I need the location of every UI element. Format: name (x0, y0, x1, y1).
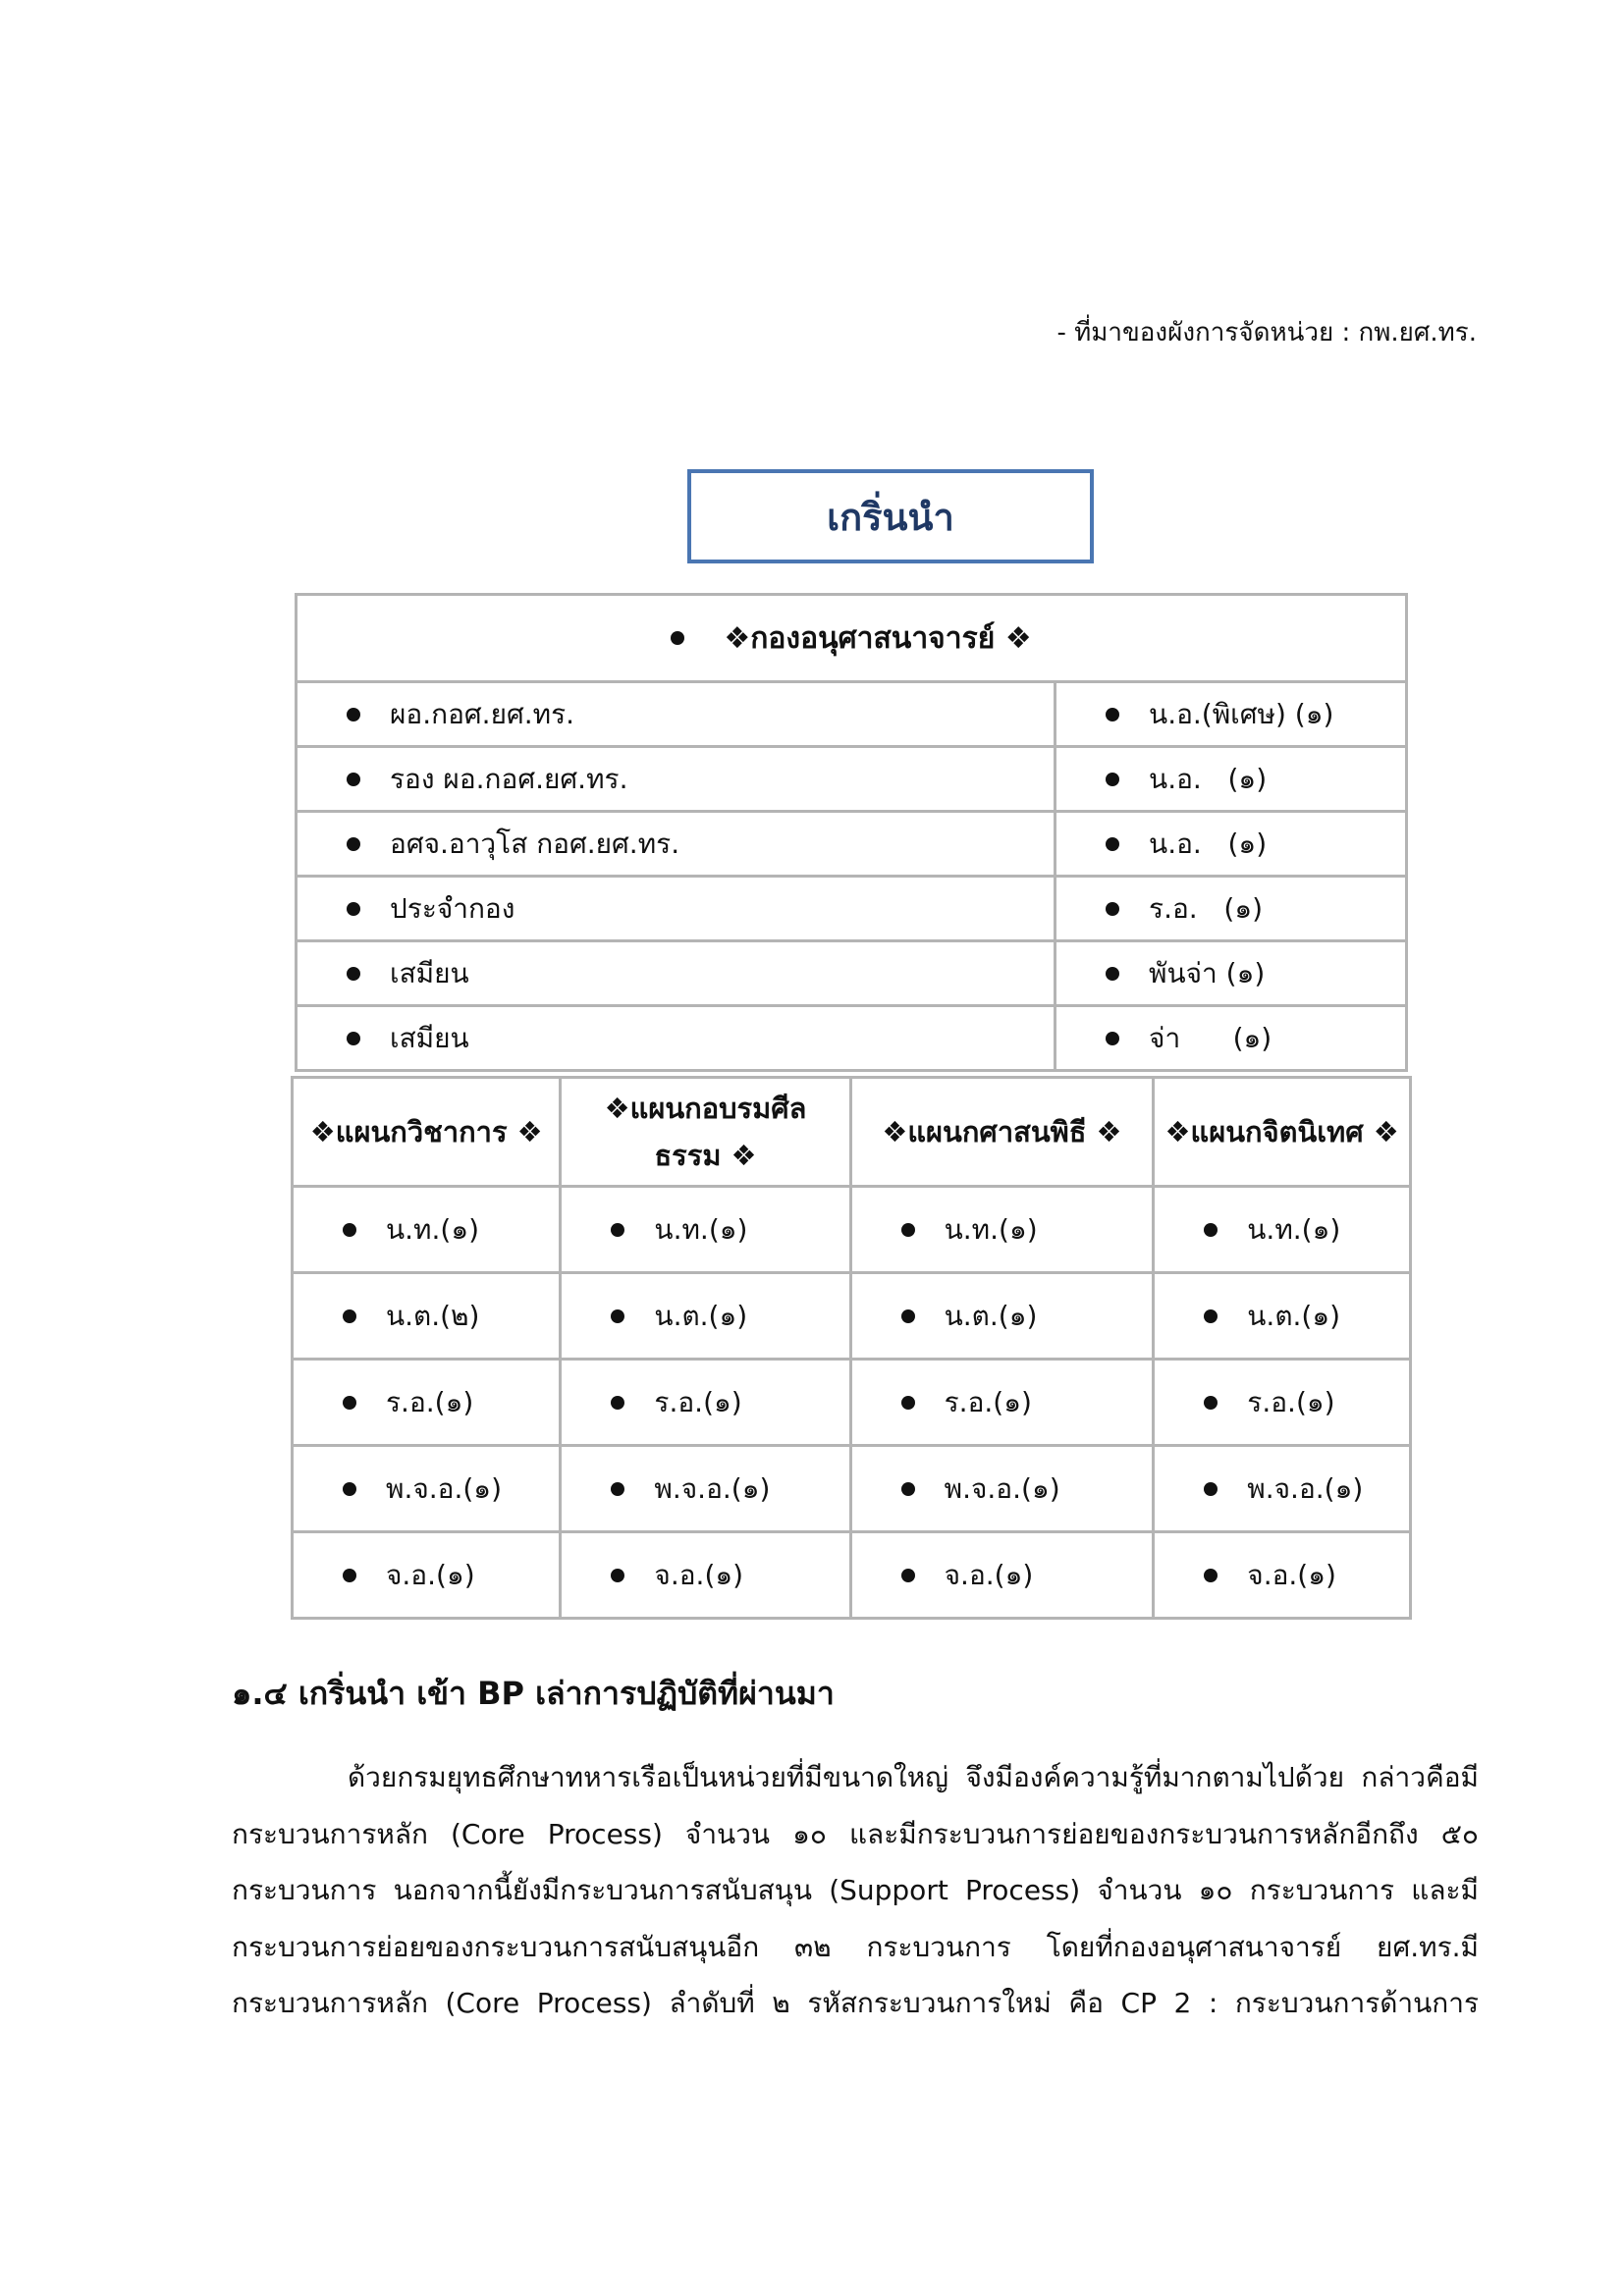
rank-label: จ.อ.(๑) (944, 1558, 1034, 1591)
rank-cell (850, 1532, 1154, 1619)
rank-label: พ.จ.อ.(๑) (944, 1471, 1060, 1505)
bullet-icon (1106, 708, 1119, 721)
bullet-icon (347, 837, 360, 851)
table-row (293, 1532, 1411, 1619)
bullet-icon (347, 773, 360, 786)
rank-label: น.ท.(๑) (654, 1212, 748, 1246)
bullet-icon (901, 1482, 915, 1496)
section-header: ❖แผนกวิชาการ ❖ (293, 1078, 561, 1187)
table-row (297, 812, 1407, 877)
rank-label: น.ต.(๑) (944, 1299, 1038, 1332)
bullet-icon (1204, 1223, 1218, 1237)
rank-label: ร.อ. (๑) (1149, 891, 1264, 925)
bullet-icon (343, 1569, 356, 1582)
bullet-icon (347, 902, 360, 916)
bullet-icon (347, 967, 360, 981)
rank-cell (561, 1446, 850, 1532)
bullet-icon (1106, 1032, 1119, 1045)
rank-cell (1154, 1532, 1411, 1619)
rank-cell (1056, 941, 1407, 1006)
rank-label: น.ต.(๒) (386, 1299, 480, 1332)
table-row (297, 877, 1407, 941)
rank-cell (1154, 1187, 1411, 1273)
rank-label: ร.อ.(๑) (654, 1385, 742, 1418)
position-label: เสมียน (390, 1021, 469, 1054)
position-label: เสมียน (390, 956, 469, 989)
rank-cell (293, 1273, 561, 1360)
rank-cell (1056, 747, 1407, 812)
table-row (297, 747, 1407, 812)
rank-label: พ.จ.อ.(๑) (654, 1471, 771, 1505)
rank-label: ร.อ.(๑) (1247, 1385, 1335, 1418)
rank-label: ร.อ.(๑) (944, 1385, 1032, 1418)
body-line: ด้วยกรมยุทธศึกษาทหารเรือเป็นหน่วยที่มีขนาดใหญ่ จึงมีองค์ความรู้ที่มากตามไปด้วย กล่าวคือมี (348, 1761, 1479, 1793)
rank-cell (850, 1187, 1154, 1273)
bullet-icon (343, 1482, 356, 1496)
rank-label: พ.จ.อ.(๑) (1247, 1471, 1364, 1505)
position-cell (297, 682, 1056, 747)
rank-cell (1154, 1446, 1411, 1532)
rank-label: น.อ. (๑) (1149, 762, 1268, 795)
rank-cell (1056, 682, 1407, 747)
rank-label: น.อ.(พิเศษ) (๑) (1149, 697, 1334, 730)
rank-label: ร.อ.(๑) (386, 1385, 474, 1418)
rank-label: น.ท.(๑) (386, 1212, 480, 1246)
section-table (291, 1076, 1412, 1620)
table-row (293, 1360, 1411, 1446)
rank-label: น.ท.(๑) (944, 1212, 1038, 1246)
position-label: ผอ.กอศ.ยศ.ทร. (390, 697, 575, 730)
bullet-icon (671, 631, 684, 645)
rank-label: พันจ่า (๑) (1149, 956, 1266, 989)
bullet-icon (1204, 1569, 1218, 1582)
division-title: ❖กองอนุศาสนาจารย์ ❖ (724, 620, 1032, 656)
bullet-icon (347, 708, 360, 721)
bullet-icon (1106, 773, 1119, 786)
rank-cell (561, 1532, 850, 1619)
rank-label: น.ต.(๑) (1247, 1299, 1341, 1332)
body-line: กระบวนการหลัก (Core Process) ลำดับที่ ๒ รหัสกระบวนการใหม่ คือ CP 2 : กระบวนการด้านการ (232, 1987, 1479, 2020)
rank-label: น.อ. (๑) (1149, 827, 1268, 860)
position-label: อศจ.อาวุโส กอศ.ยศ.ทร. (390, 827, 680, 860)
bullet-icon (901, 1396, 915, 1410)
bullet-icon (611, 1396, 624, 1410)
bullet-icon (1106, 967, 1119, 981)
rank-cell (1056, 1006, 1407, 1071)
rank-cell (850, 1273, 1154, 1360)
division-title-cell (297, 595, 1407, 682)
section-heading: ๑.๔ เกริ่นนำ เข้า BP เล่าการปฏิบัติที่ผ่านมา (232, 1675, 835, 1712)
table-row (293, 1187, 1411, 1273)
bullet-icon (901, 1223, 915, 1237)
rank-label: จ.อ.(๑) (386, 1558, 475, 1591)
position-cell (297, 877, 1056, 941)
body-line: กระบวนการหลัก (Core Process) จำนวน ๑๐ และมีกระบวนการย่อยของกระบวนการหลักอีกถึง ๕๐ (232, 1817, 1479, 1850)
rank-label: จ.อ.(๑) (1247, 1558, 1336, 1591)
rank-label: น.ท.(๑) (1247, 1212, 1341, 1246)
rank-label: น.ต.(๑) (654, 1299, 748, 1332)
body-paragraph (232, 1749, 1479, 2032)
bullet-icon (611, 1223, 624, 1237)
bullet-icon (343, 1309, 356, 1323)
bullet-icon (611, 1569, 624, 1582)
position-cell (297, 812, 1056, 877)
rank-cell (293, 1532, 561, 1619)
position-label: รอง ผอ.กอศ.ยศ.ทร. (390, 762, 628, 795)
rank-cell (561, 1187, 850, 1273)
rank-label: จ่า (๑) (1149, 1021, 1272, 1054)
rank-cell (1056, 877, 1407, 941)
bullet-icon (343, 1223, 356, 1237)
rank-cell (293, 1360, 561, 1446)
position-cell (297, 1006, 1056, 1071)
rank-cell (293, 1187, 561, 1273)
section-header: ❖แผนกจิตนิเทศ ❖ (1154, 1078, 1411, 1187)
bullet-icon (347, 1032, 360, 1045)
bullet-icon (1106, 902, 1119, 916)
body-line: กระบวนการย่อยของกระบวนการสนับสนุนอีก ๓๒ กระบวนการ โดยที่กองอนุศาสนาจารย์ ยศ.ทร.มี (232, 1930, 1479, 1963)
rank-cell (850, 1360, 1154, 1446)
source-note: - ที่มาของผังการจัดหน่วย : กพ.ยศ.ทร. (1056, 318, 1477, 347)
bullet-icon (901, 1309, 915, 1323)
table-row (297, 941, 1407, 1006)
rank-label: จ.อ.(๑) (654, 1558, 744, 1591)
division-table (295, 593, 1408, 1072)
table-row (297, 682, 1407, 747)
section-title-box: เกริ่นนำ (687, 469, 1094, 563)
position-label: ประจำกอง (390, 891, 515, 925)
table-row (293, 1446, 1411, 1532)
section-header-row (293, 1078, 1411, 1187)
section-header: ❖แผนกอบรมศีลธรรม ❖ (561, 1078, 850, 1187)
rank-cell (561, 1273, 850, 1360)
section-header: ❖แผนกศาสนพิธี ❖ (850, 1078, 1154, 1187)
bullet-icon (611, 1482, 624, 1496)
position-cell (297, 747, 1056, 812)
rank-cell (293, 1446, 561, 1532)
rank-cell (850, 1446, 1154, 1532)
bullet-icon (611, 1309, 624, 1323)
position-cell (297, 941, 1056, 1006)
rank-cell (1154, 1273, 1411, 1360)
bullet-icon (1204, 1309, 1218, 1323)
rank-cell (1154, 1360, 1411, 1446)
bullet-icon (343, 1396, 356, 1410)
body-line: กระบวนการ นอกจากนี้ยังมีกระบวนการสนับสนุน (Support Process) จำนวน ๑๐ กระบวนการ และมี (232, 1874, 1479, 1907)
bullet-icon (1204, 1482, 1218, 1496)
bullet-icon (1106, 837, 1119, 851)
bullet-icon (1204, 1396, 1218, 1410)
rank-label: พ.จ.อ.(๑) (386, 1471, 503, 1505)
bullet-icon (901, 1569, 915, 1582)
rank-cell (1056, 812, 1407, 877)
rank-cell (561, 1360, 850, 1446)
table-row (297, 1006, 1407, 1071)
table-row (293, 1273, 1411, 1360)
